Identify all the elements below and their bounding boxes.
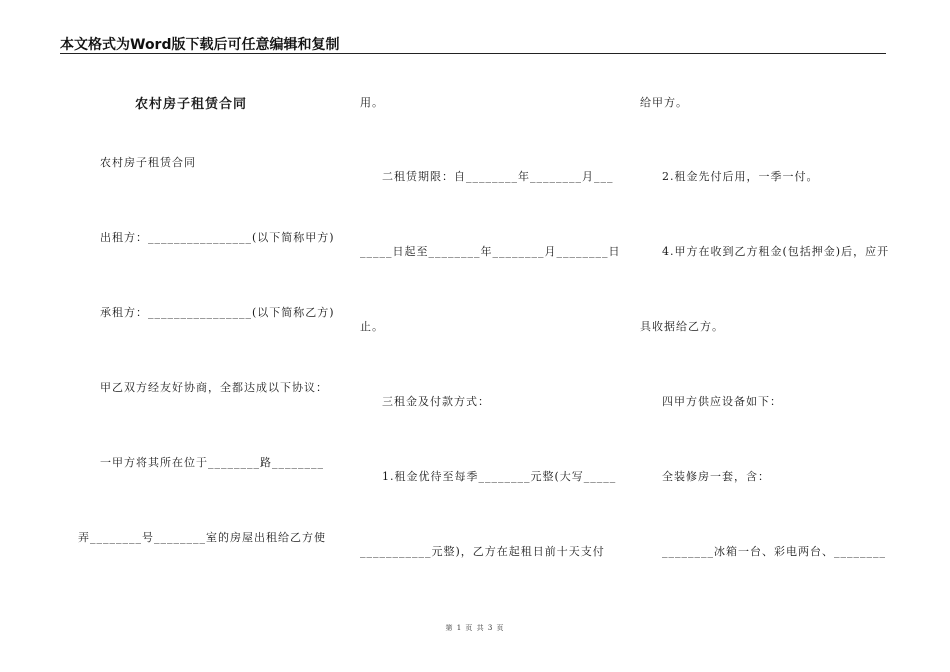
text-line: 农村房子租赁合同 [100,156,196,169]
text-line: 4.甲方在收到乙方租金(包括押金)后，应开 [662,245,890,258]
text-line: 具收据给乙方。 [640,320,724,333]
column-3 [630,0,890,640]
text-line: 承租方：________________(以下简称乙方) [100,306,335,319]
page-footer: 第 1 页 共 3 页 [445,624,505,632]
text-line: 一甲方将其所在位于________路________ [100,456,324,469]
document-header: 本文格式为Word版下载后可任意编辑和复制 [60,37,340,53]
text-line: 二租赁期限：自________年________月___ [382,170,614,183]
text-line: 1.租金优待至每季________元整(大写_____ [382,470,617,483]
document-title: 农村房子租赁合同 [135,97,248,112]
text-line: 止。 [360,320,384,333]
text-line: 弄________号________室的房屋出租给乙方使 [78,531,326,544]
text-line: _____日起至________年________月________日 [360,245,621,258]
text-line: 给甲方。 [640,96,688,109]
text-line: 用。 [360,96,384,109]
text-line: 2.租金先付后用，一季一付。 [662,170,819,183]
text-line: ___________元整)，乙方在起租日前十天支付 [360,545,605,558]
column-2 [350,0,620,640]
text-line: 出租方：________________(以下简称甲方) [100,231,335,244]
text-line: ________冰箱一台、彩电两台、________ [662,545,886,558]
column-1 [60,0,340,640]
text-line: 三租金及付款方式： [382,395,490,408]
text-line: 全装修房一套，含： [662,470,770,483]
text-line: 甲乙双方经友好协商，全都达成以下协议： [100,381,328,394]
text-line: 四甲方供应设备如下： [662,395,782,408]
